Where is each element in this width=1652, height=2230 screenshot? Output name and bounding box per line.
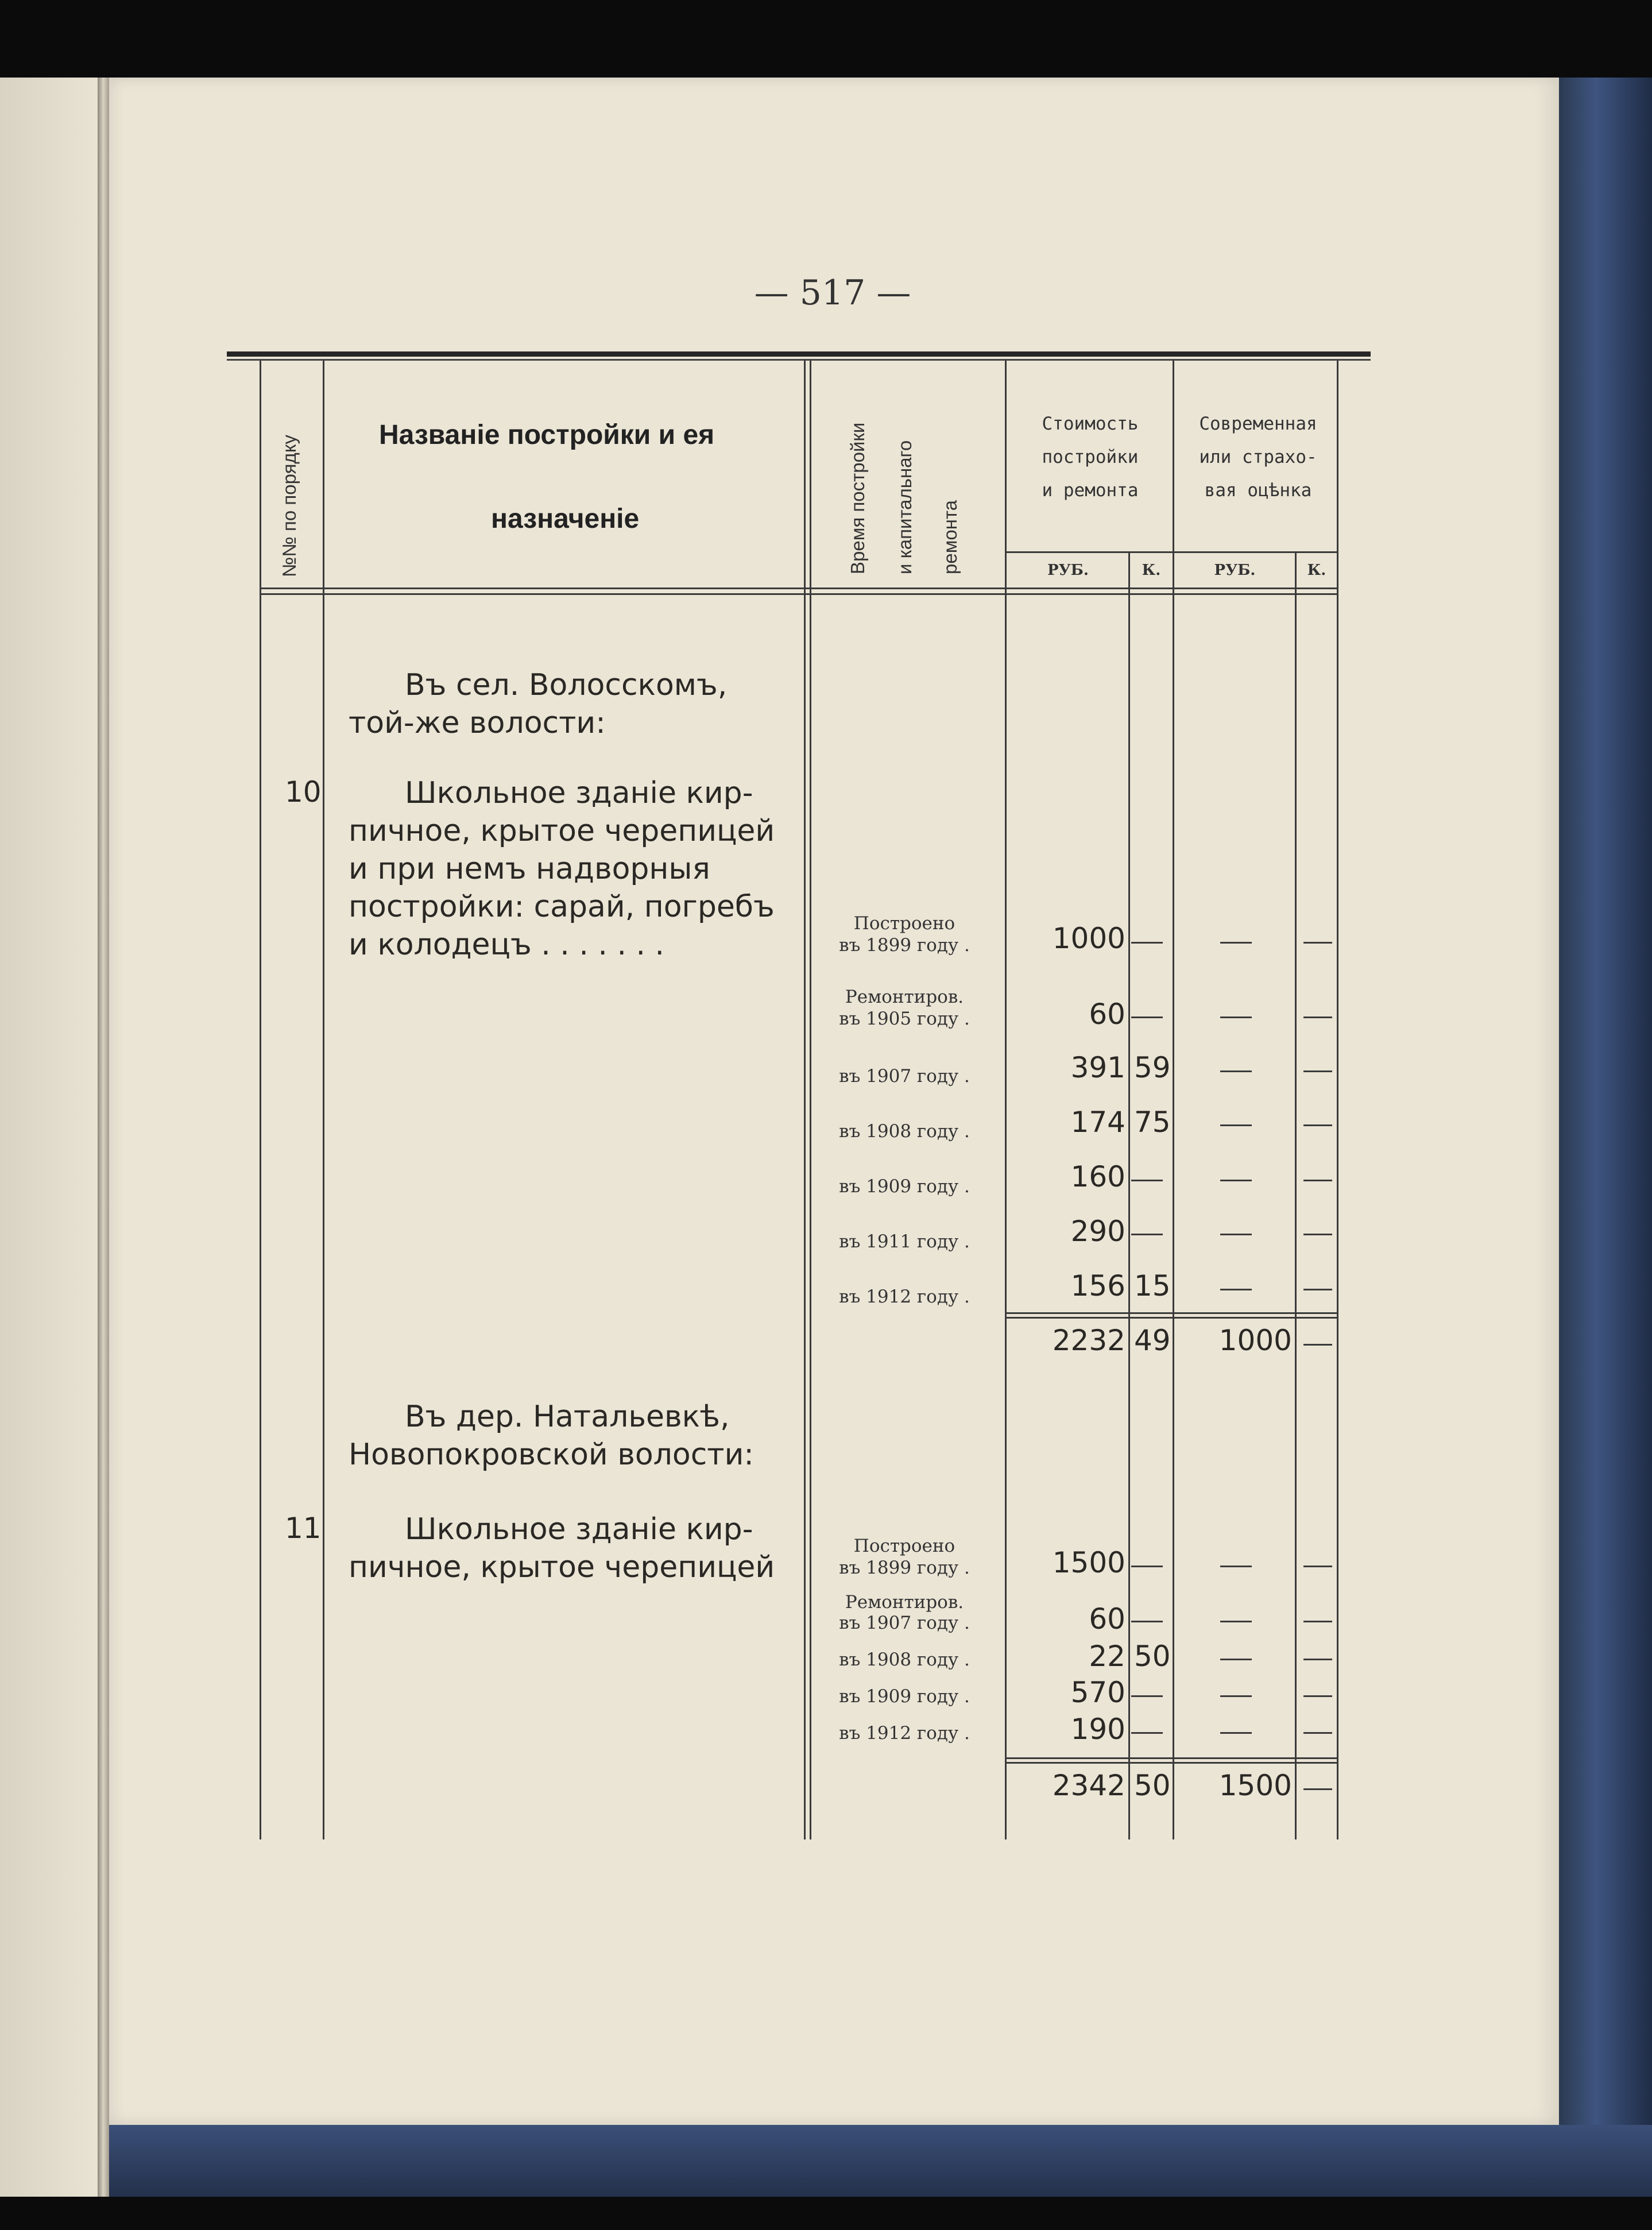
- col-divider-num: [260, 361, 261, 1839]
- s1-entry4-date: въ 1908 году .: [839, 1121, 970, 1142]
- s1-entry5-rub: 160: [1070, 1160, 1125, 1193]
- section2-row-number: 11: [285, 1512, 322, 1545]
- s1-entry3-estkop-dash: [1303, 1070, 1332, 1072]
- s1-total-rule: [1005, 1312, 1337, 1314]
- s1-entry2-date: въ 1905 году .: [839, 1008, 970, 1029]
- section1-desc-line3: и при немъ надворныя: [349, 852, 710, 886]
- s2-entry4-estkop-dash: [1303, 1695, 1332, 1697]
- s1-entry3-rub: 391: [1070, 1051, 1125, 1084]
- s2-entry2-kop-dash: [1131, 1621, 1163, 1622]
- s1-entry2-rub: 60: [1089, 998, 1125, 1031]
- header-est-line2: или страхо-: [1199, 447, 1317, 467]
- s2-entry3-rub: 22: [1089, 1640, 1125, 1673]
- s1-entry4-kop: 75: [1134, 1106, 1171, 1139]
- header-num: №№ по порядку: [278, 435, 300, 577]
- s2-entry2-label: Ремонтиров.: [845, 1592, 964, 1613]
- page-number: — 517 —: [754, 273, 911, 313]
- s1-entry3-est-dash: [1220, 1070, 1252, 1072]
- s2-entry2-estkop-dash: [1303, 1621, 1332, 1622]
- section2-desc-line2: пичное, крытое черепицей: [349, 1550, 775, 1584]
- col-divider-cost-kop: [1128, 551, 1130, 1839]
- s1-entry2-label: Ремонтиров.: [845, 987, 964, 1007]
- header-unit-rub2: РУБ.: [1214, 562, 1256, 579]
- s1-entry4-estkop-dash: [1303, 1124, 1332, 1126]
- s2-entry5-kop-dash: [1131, 1732, 1163, 1734]
- s2-total-kop: 50: [1134, 1769, 1171, 1802]
- s1-entry5-est-dash: [1220, 1180, 1252, 1181]
- s1-entry4-est-dash: [1220, 1124, 1252, 1126]
- col-divider-est: [1173, 361, 1174, 1839]
- s2-entry2-est-dash: [1220, 1621, 1252, 1622]
- header-time-line3: ремонта: [939, 500, 961, 574]
- s2-entry5-date: въ 1912 году .: [839, 1723, 970, 1744]
- s1-entry1-date: въ 1899 году .: [839, 935, 970, 956]
- col-divider-right: [1337, 361, 1338, 1839]
- section2-desc-line1: Школьное зданіе кир-: [405, 1512, 753, 1547]
- header-time-line1: Время постройки: [847, 422, 868, 574]
- s1-entry2-est-dash: [1220, 1017, 1252, 1018]
- s1-total-rule-2: [1005, 1317, 1337, 1319]
- s2-total-rule-2: [1005, 1762, 1337, 1764]
- s1-total-est-rub: 1000: [1218, 1324, 1292, 1357]
- s2-entry3-estkop-dash: [1303, 1659, 1332, 1660]
- header-cost-line3: и ремонта: [1042, 480, 1139, 501]
- section1-desc-line1: Школьное зданіе кир-: [405, 776, 753, 810]
- book-spine: [98, 78, 109, 2197]
- section2-heading-line2: Новопокровской волости:: [349, 1437, 754, 1472]
- s2-entry1-est-dash: [1220, 1566, 1252, 1567]
- s1-total-estkop-dash: [1303, 1344, 1332, 1346]
- header-time-line2: и капитальнаго: [894, 440, 915, 574]
- s1-entry5-kop-dash: [1131, 1180, 1163, 1181]
- s1-entry3-date: въ 1907 году .: [839, 1066, 970, 1087]
- s1-entry1-rub: 1000: [1052, 922, 1125, 955]
- section1-desc-line4: постройки: сарай, погребъ: [349, 890, 775, 924]
- col-divider-est-kop: [1295, 551, 1297, 1839]
- s2-entry4-kop-dash: [1131, 1695, 1163, 1697]
- header-cost-line2: постройки: [1042, 447, 1139, 467]
- s1-total-rub: 2232: [1052, 1324, 1125, 1357]
- s1-entry2-kop-dash: [1131, 1017, 1163, 1018]
- s2-entry4-est-dash: [1220, 1695, 1252, 1697]
- s2-entry2-rub: 60: [1089, 1602, 1125, 1636]
- s2-entry3-est-dash: [1220, 1659, 1252, 1660]
- s1-entry5-date: въ 1909 году .: [839, 1176, 970, 1197]
- s2-total-estkop-dash: [1303, 1788, 1332, 1790]
- s2-entry1-kop-dash: [1131, 1566, 1163, 1567]
- section1-row-number: 10: [285, 775, 322, 809]
- col-divider-time-b: [810, 361, 811, 1839]
- s1-entry1-kop-dash: [1131, 942, 1163, 944]
- s1-entry6-kop-dash: [1131, 1234, 1163, 1235]
- section1-desc-line2: пичное, крытое черепицей: [349, 814, 775, 848]
- s2-entry1-rub: 1500: [1052, 1546, 1125, 1579]
- s2-entry5-rub: 190: [1070, 1713, 1125, 1746]
- section2-heading-line1: Въ дер. Натальевкѣ,: [405, 1400, 730, 1434]
- s2-entry1-estkop-dash: [1303, 1566, 1332, 1567]
- s2-entry4-rub: 570: [1070, 1676, 1125, 1709]
- s2-total-est-rub: 1500: [1218, 1769, 1292, 1802]
- header-bottom-rule-2: [260, 593, 1337, 595]
- header-cost-line1: Стоимость: [1042, 413, 1139, 434]
- section1-heading-line1: Въ сел. Волосскомъ,: [405, 668, 728, 702]
- header-bottom-rule: [260, 588, 1337, 589]
- s2-entry3-date: въ 1908 году .: [839, 1649, 970, 1670]
- col-divider-name: [323, 361, 324, 1839]
- s2-entry4-date: въ 1909 году .: [839, 1686, 970, 1707]
- header-est-line1: Современная: [1199, 413, 1317, 434]
- s1-entry6-est-dash: [1220, 1234, 1252, 1235]
- s1-entry1-label: Построено: [853, 913, 955, 934]
- s2-entry5-est-dash: [1220, 1732, 1252, 1734]
- s1-entry6-estkop-dash: [1303, 1234, 1332, 1235]
- s1-entry6-date: въ 1911 году .: [839, 1231, 970, 1252]
- header-unit-kop: К.: [1142, 562, 1161, 579]
- s2-total-rule: [1005, 1757, 1337, 1759]
- header-unit-rub: РУБ.: [1047, 562, 1089, 579]
- header-unit-kop2: К.: [1307, 562, 1326, 579]
- s1-entry7-rub: 156: [1070, 1269, 1125, 1303]
- s1-entry1-estkop-dash: [1303, 942, 1332, 944]
- s1-entry7-date: въ 1912 году .: [839, 1286, 970, 1307]
- s2-entry2-date: въ 1907 году .: [839, 1613, 970, 1633]
- book-page: [109, 78, 1559, 2125]
- s1-entry4-rub: 174: [1070, 1106, 1125, 1139]
- s1-total-kop: 49: [1134, 1324, 1171, 1357]
- s1-entry7-estkop-dash: [1303, 1289, 1332, 1290]
- s1-entry6-rub: 290: [1070, 1215, 1125, 1248]
- header-name-line1: Названіе постройки и ея: [379, 420, 715, 450]
- section1-heading-line2: той-же волости:: [349, 706, 606, 740]
- s1-entry7-kop: 15: [1134, 1269, 1171, 1303]
- section1-desc-line5: и колодецъ . . . . . . .: [349, 927, 665, 962]
- s2-entry1-label: Построено: [853, 1536, 955, 1556]
- s1-entry5-estkop-dash: [1303, 1180, 1332, 1181]
- s2-entry5-estkop-dash: [1303, 1732, 1332, 1734]
- table-top-rule: [227, 351, 1371, 357]
- book-cover-bottom: [109, 2125, 1652, 2197]
- s1-entry2-estkop-dash: [1303, 1017, 1332, 1018]
- header-est-line3: вая оцѣнка: [1204, 480, 1312, 501]
- s1-entry1-est-dash: [1220, 942, 1252, 944]
- s1-entry7-est-dash: [1220, 1289, 1252, 1290]
- s2-total-rub: 2342: [1052, 1769, 1125, 1802]
- header-name-line2: назначеніе: [491, 504, 640, 534]
- s1-entry3-kop: 59: [1134, 1051, 1171, 1084]
- book-cover-right: [1559, 78, 1652, 2197]
- s2-entry3-kop: 50: [1134, 1640, 1171, 1673]
- table-top-rule-thin: [227, 359, 1371, 361]
- unit-row-top: [1005, 551, 1337, 553]
- col-divider-time-a: [804, 361, 806, 1839]
- s2-entry1-date: въ 1899 году .: [839, 1557, 970, 1578]
